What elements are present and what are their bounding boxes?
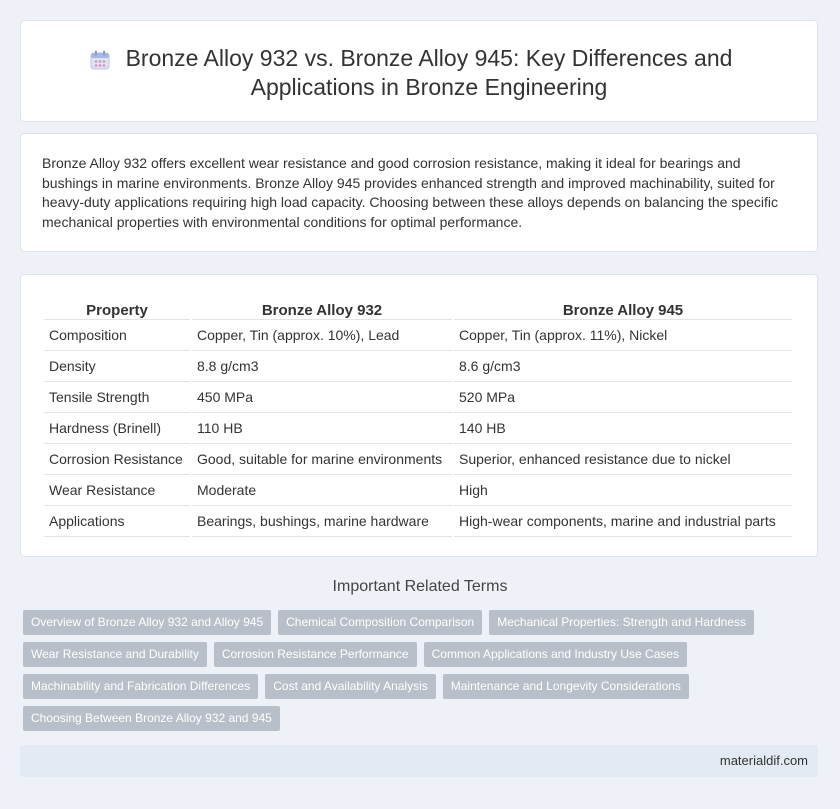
table-row [44, 320, 792, 351]
related-term-tag[interactable]: Cost and Availability Analysis [265, 674, 436, 699]
related-term-tag[interactable]: Machinability and Fabrication Differences [23, 674, 258, 699]
table-cell: Copper, Tin (approx. 11%), Nickel [454, 320, 792, 351]
table-cell: High-wear components, marine and industrial parts [454, 506, 792, 537]
tag-row [23, 642, 813, 674]
table-cell: 140 HB [454, 413, 792, 444]
table-cell: Tensile Strength [44, 382, 190, 413]
footer [20, 745, 818, 777]
table-row [44, 475, 792, 506]
tag-row [23, 674, 813, 706]
column-header-alloy-932: Bronze Alloy 932 [192, 295, 452, 320]
table-cell: Composition [44, 320, 190, 351]
intro-paragraph: Bronze Alloy 932 offers excellent wear resistance and good corrosion resistance, making it ideal for bearings and bushings in marine environments. Bronze Alloy 945 provides enhanced strength and improved machinability, suited for heavy-duty applications requiring high load capacity. Choosing between these alloys depends on balancing the specific mechanical properties with environmental conditions for optimal performance. [42, 155, 778, 230]
table-cell: High [454, 475, 792, 506]
related-terms-tags [23, 610, 813, 738]
table-row [44, 444, 792, 475]
related-term-tag[interactable]: Common Applications and Industry Use Cases [424, 642, 687, 667]
related-term-tag[interactable]: Mechanical Properties: Strength and Hardness [489, 610, 754, 635]
table-header-row [44, 295, 792, 320]
table-row [44, 351, 792, 382]
related-term-tag[interactable]: Wear Resistance and Durability [23, 642, 207, 667]
column-header-property: Property [44, 295, 190, 320]
table-cell: 110 HB [192, 413, 452, 444]
related-term-tag[interactable]: Overview of Bronze Alloy 932 and Alloy 945 [23, 610, 271, 635]
related-terms-heading: Important Related Terms [332, 578, 508, 595]
table-cell: 8.8 g/cm3 [192, 351, 452, 382]
page-title: Bronze Alloy 932 vs. Bronze Alloy 945: Key Differences and Applications in Bronze Engineering [125, 45, 733, 100]
table-cell: Hardness (Brinell) [44, 413, 190, 444]
table-cell: 450 MPa [192, 382, 452, 413]
intro-card [20, 133, 818, 252]
table-cell: Density [44, 351, 190, 382]
table-cell: Bearings, bushings, marine hardware [192, 506, 452, 537]
table-cell: Copper, Tin (approx. 10%), Lead [192, 320, 452, 351]
table-row [44, 382, 792, 413]
related-term-tag[interactable]: Maintenance and Longevity Considerations [443, 674, 689, 699]
table-cell: Applications [44, 506, 190, 537]
header-card [20, 20, 818, 122]
comparison-table [42, 295, 794, 537]
comparison-table-card [20, 274, 818, 557]
tag-row [23, 610, 813, 642]
table-cell: Wear Resistance [44, 475, 190, 506]
related-term-tag[interactable]: Choosing Between Bronze Alloy 932 and 945 [23, 706, 280, 731]
footer-site-link[interactable]: materialdif.com [719, 753, 808, 768]
related-term-tag[interactable]: Corrosion Resistance Performance [214, 642, 417, 667]
table-cell: Good, suitable for marine environments [192, 444, 452, 475]
column-header-alloy-945: Bronze Alloy 945 [454, 295, 792, 320]
table-cell: 520 MPa [454, 382, 792, 413]
table-cell: Corrosion Resistance [44, 444, 190, 475]
table-cell: Superior, enhanced resistance due to nickel [454, 444, 792, 475]
table-row [44, 506, 792, 537]
related-term-tag[interactable]: Chemical Composition Comparison [278, 610, 482, 635]
table-cell: Moderate [192, 475, 452, 506]
table-row [44, 413, 792, 444]
tag-row [23, 706, 813, 738]
table-cell: 8.6 g/cm3 [454, 351, 792, 382]
